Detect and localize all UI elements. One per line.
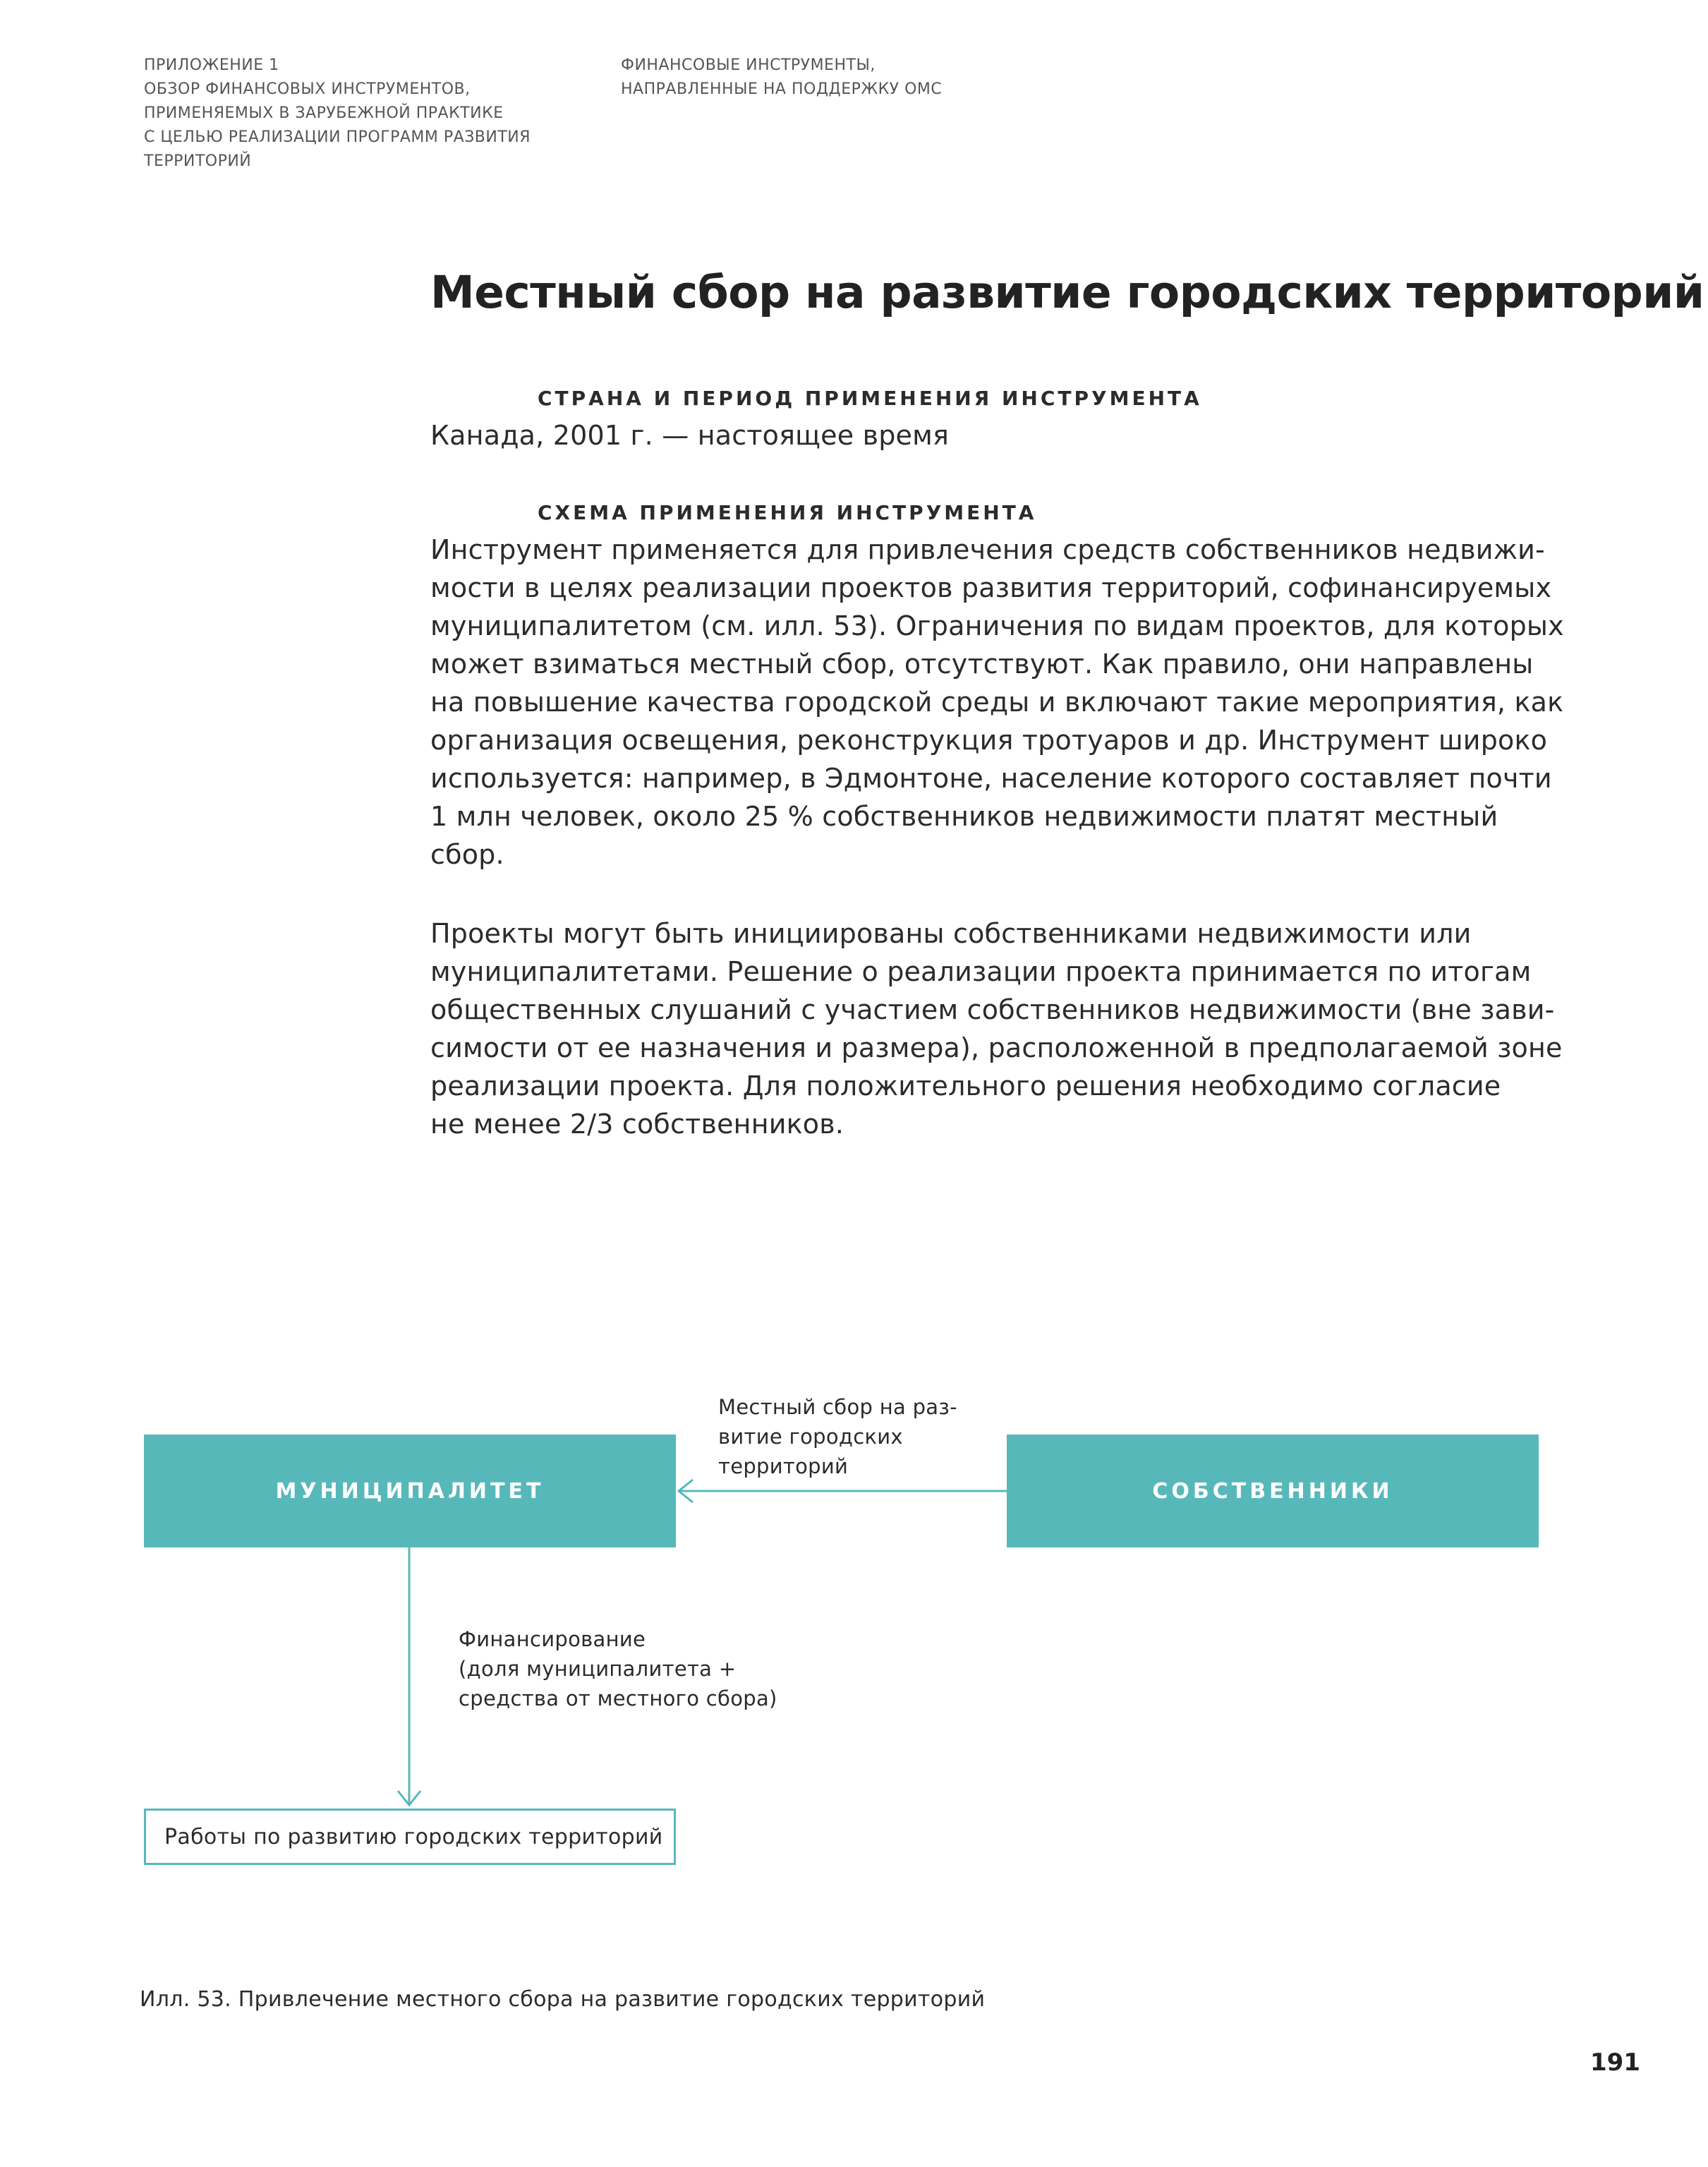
running-head-left	[144, 54, 531, 174]
label-line: Финансирование	[459, 1627, 646, 1651]
text-line: может взиматься местный сбор, отсутствуют. Как правило, они направлены	[430, 648, 1534, 680]
running-head-line: ФИНАНСОВЫЕ ИНСТРУМЕНТЫ,	[621, 56, 876, 74]
section-label-country: СТРАНА И ПЕРИОД ПРИМЕНЕНИЯ ИНСТРУМЕНТА	[538, 387, 1202, 410]
running-head-line: НАПРАВЛЕННЫЕ НА ПОДДЕРЖКУ ОМС	[621, 80, 943, 98]
box-municipality: МУНИЦИПАЛИТЕТ	[144, 1435, 676, 1547]
scheme-paragraph-2	[430, 915, 1563, 1143]
text-line: сбор.	[430, 839, 504, 870]
country-period-text: Канада, 2001 г. — настоящее время	[430, 420, 950, 451]
box-development-works: Работы по развитию городских территорий	[144, 1809, 676, 1865]
label-line: (доля муниципалитета +	[459, 1657, 737, 1681]
running-head-line: ТЕРРИТОРИЙ	[144, 152, 252, 170]
text-line: 1 млн человек, около 25 % собственников недвижимости платят местный	[430, 801, 1498, 832]
label-line: витие городских	[718, 1425, 903, 1449]
text-line: мости в целях реализации проектов развития территорий, софинансируемых	[430, 572, 1552, 603]
text-line: организация освещения, реконструкция тротуаров и др. Инструмент широко	[430, 725, 1548, 756]
text-line: реализации проекта. Для положительного решения необходимо согласие	[430, 1070, 1501, 1101]
text-line: общественных слушаний с участием собственников недвижимости (вне зави-	[430, 994, 1555, 1025]
page-number: 191	[1590, 2048, 1640, 2077]
running-head-line: ПРИЛОЖЕНИЕ 1	[144, 56, 279, 74]
running-head-line: ОБЗОР ФИНАНСОВЫХ ИНСТРУМЕНТОВ,	[144, 80, 471, 98]
text-line: используется: например, в Эдмонтоне, население которого составляет почти	[430, 763, 1552, 794]
arrow-owners-to-municipality	[679, 1480, 1007, 1502]
running-head-line: ПРИМЕНЯЕМЫХ В ЗАРУБЕЖНОЙ ПРАКТИКЕ	[144, 104, 504, 122]
label-line: территорий	[718, 1454, 849, 1478]
running-head-right	[621, 54, 942, 102]
text-line: на повышение качества городской среды и включают такие мероприятия, как	[430, 687, 1564, 718]
box-owners: СОБСТВЕННИКИ	[1007, 1435, 1539, 1547]
label-line: средства от местного сбора)	[459, 1686, 777, 1710]
arrow-municipality-to-works	[398, 1547, 420, 1805]
label-local-fee	[718, 1392, 957, 1481]
text-line: симости от ее назначения и размера), расположенной в предполагаемой зоне	[430, 1032, 1563, 1063]
text-line: муниципалитетами. Решение о реализации проекта принимается по итогам	[430, 956, 1532, 987]
text-line: муниципалитетом (см. илл. 53). Ограничения по видам проектов, для которых	[430, 610, 1564, 641]
label-line: Местный сбор на раз-	[718, 1395, 957, 1419]
page-title: Местный сбор на развитие городских территорий	[430, 267, 1704, 318]
label-funding	[459, 1624, 777, 1713]
section-label-scheme: СХЕМА ПРИМЕНЕНИЯ ИНСТРУМЕНТА	[538, 501, 1037, 524]
scheme-paragraph-1	[430, 531, 1564, 874]
text-line: не менее 2/3 собственников.	[430, 1109, 844, 1140]
running-head-line: С ЦЕЛЬЮ РЕАЛИЗАЦИИ ПРОГРАММ РАЗВИТИЯ	[144, 128, 531, 146]
figure-caption: Илл. 53. Привлечение местного сбора на развитие городских территорий	[140, 1987, 986, 2012]
text-line: Инструмент применяется для привлечения средств собственников недвижи-	[430, 534, 1545, 565]
text-line: Проекты могут быть инициированы собственниками недвижимости или	[430, 918, 1472, 949]
